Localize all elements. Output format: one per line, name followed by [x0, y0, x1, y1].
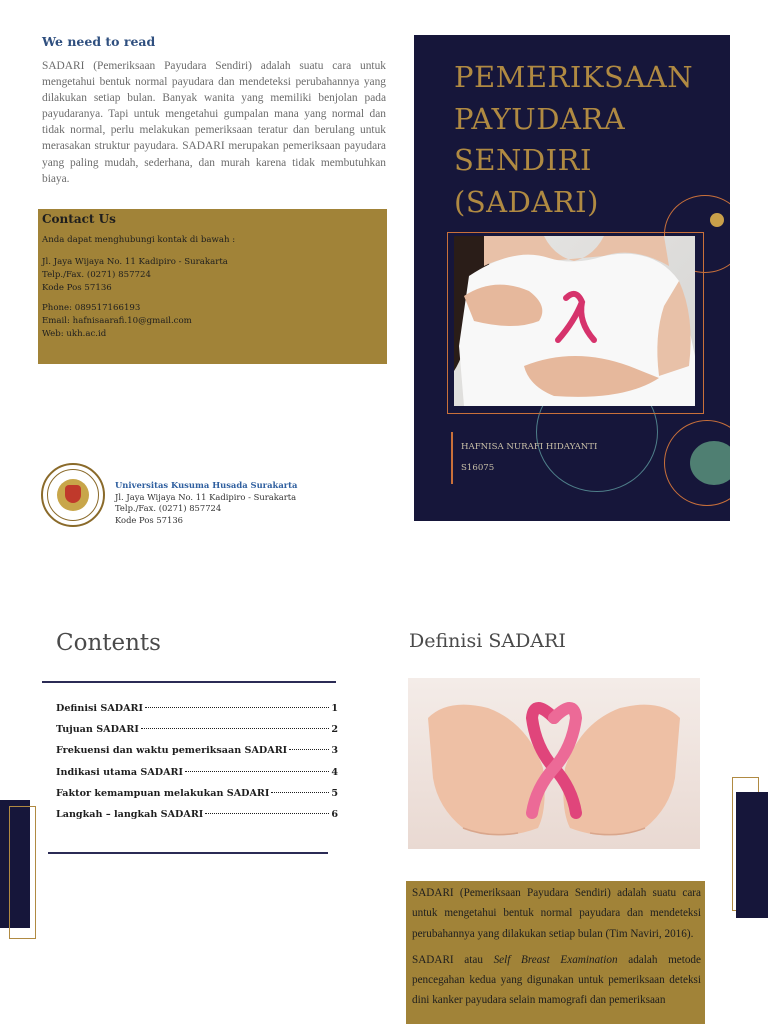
contact-address: Jl. Jaya Wijaya No. 11 Kadipiro - Surakarta: [42, 257, 228, 267]
toc-item[interactable]: [56, 724, 338, 745]
contact-web[interactable]: Web: ukh.ac.id: [42, 329, 107, 339]
toc-item[interactable]: [56, 809, 338, 830]
toc-item-label: Faktor kemampuan melakukan SADARI: [56, 787, 270, 799]
cover-title-line: PAYUDARA: [454, 101, 626, 136]
definisi-paragraph: SADARI (Pemeriksaan Payudara Sendiri) adalah suatu cara untuk mengetahui bentuk normal payudara dan mendeteksi perubahannya yang dilakukan setiap bulan (Tim Naviri, 2016).: [412, 887, 701, 940]
university-info: [115, 480, 297, 526]
decor-rectangle: [736, 792, 768, 918]
university-name: Universitas Kusuma Husada Surakarta: [115, 480, 298, 490]
toc-item-label: Langkah – langkah SADARI: [56, 808, 204, 820]
toc-leader: [145, 707, 329, 708]
section-title-need-to-read: We need to read: [42, 34, 156, 49]
definisi-text: SADARI atau: [412, 953, 494, 966]
university-phone-fax: Telp./Fax. (0271) 857724: [115, 503, 222, 514]
decor-circle-dot: [690, 441, 730, 485]
toc-item-page: 2: [331, 724, 338, 736]
definisi-text: adalah metode pencegahan kedua yang digunakan untuk pemeriksaan deteksi dini kanker payudara selain mamografi dan pemeriksaan: [412, 953, 701, 1007]
definisi-paragraph: [412, 950, 701, 1011]
cover-title-line: (SADARI): [454, 184, 599, 219]
table-of-contents: [56, 703, 338, 830]
divider: [48, 852, 328, 854]
toc-item-page: 5: [331, 787, 338, 799]
cover-panel: [414, 35, 730, 521]
toc-item-label: Tujuan SADARI: [56, 724, 139, 736]
author-info: [461, 437, 597, 479]
decor-frame: [9, 806, 36, 939]
toc-leader: [185, 771, 329, 772]
pink-ribbon-photo: [454, 236, 695, 406]
toc-item-label: Definisi SADARI: [56, 703, 143, 714]
contact-intro: Anda dapat menghubungi kontak di bawah :: [42, 235, 236, 245]
author-accent-bar: [451, 432, 453, 484]
university-address: Jl. Jaya Wijaya No. 11 Kadipiro - Surakarta: [115, 491, 297, 502]
toc-leader: [289, 749, 329, 750]
toc-item[interactable]: [56, 703, 338, 724]
toc-item[interactable]: [56, 788, 338, 809]
toc-item-page: 1: [331, 703, 338, 714]
definisi-title: Definisi SADARI: [409, 630, 566, 652]
author-name: HAFNISA NURAFI HIDAYANTI: [461, 442, 598, 452]
need-to-read-paragraph: SADARI (Pemeriksaan Payudara Sendiri) adalah suatu cara untuk mengetahui bentuk normal payudara dan mendeteksi perubahannya yang dilakukan setiap bulan. Banyak wanita yang memiliki benjolan pada payudaranya. Tapi untuk mengetahui gumpalan mana yang normal dan tidak normal, perlu melakukan pemeriksaan teratur dan berulang untuk merasakan struktur payudara. SADARI merupakan pemeriksaan payudara yang paling mudah, sederhana, dan murah karena tidak membutuhkan biaya.: [42, 60, 386, 185]
definisi-emphasis: Self Breast Examination: [493, 953, 618, 966]
hands-ribbon-photo: [408, 678, 700, 849]
toc-leader: [205, 813, 329, 814]
contact-phone: Phone: 089517166193: [42, 303, 141, 313]
toc-item-label: Indikasi utama SADARI: [56, 766, 183, 778]
definisi-text-box: [406, 881, 705, 1024]
toc-item-page: 4: [331, 766, 338, 778]
decor-circle-dot: [710, 213, 724, 227]
university-postal: Kode Pos 57136: [115, 514, 183, 525]
toc-item-label: Frekuensi dan waktu pemeriksaan SADARI: [56, 745, 288, 757]
contents-title: Contents: [56, 630, 161, 656]
contact-phone-fax: Telp./Fax. (0271) 857724: [42, 270, 151, 280]
divider: [42, 681, 336, 683]
cover-title: [454, 57, 693, 223]
contact-title: Contact Us: [42, 212, 116, 226]
toc-item[interactable]: [56, 745, 338, 766]
contact-box: [38, 209, 387, 364]
contact-postal: Kode Pos 57136: [42, 283, 112, 293]
contact-email[interactable]: Email: hafnisaarafi.10@gmail.com: [42, 316, 192, 326]
toc-item-page: 6: [331, 808, 338, 820]
toc-leader: [271, 792, 329, 793]
author-id: S16075: [461, 463, 495, 473]
cover-title-line: SENDIRI: [454, 143, 592, 177]
cover-title-line: PEMERIKSAAN: [454, 60, 694, 94]
toc-leader: [141, 728, 330, 729]
toc-item-page: 3: [331, 745, 338, 757]
university-seal-icon: [41, 463, 105, 527]
toc-item[interactable]: [56, 767, 338, 788]
